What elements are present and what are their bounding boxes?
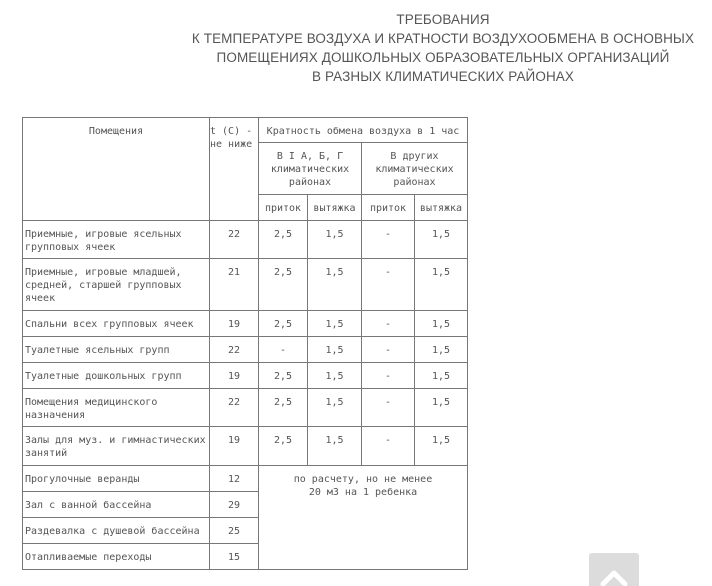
room-cell: Помещения медицинского назначения [23,389,210,427]
table-row [23,363,468,389]
inflow-cell: - [259,337,308,363]
inflow-cell: 2,5 [259,363,308,389]
header-room: Помещения [23,118,210,221]
requirements-table [22,117,468,570]
table-row [23,337,468,363]
room-cell: Туалетные ясельных групп [23,337,210,363]
temp-cell: 22 [210,221,259,259]
table-row [23,427,468,466]
exhaust-cell: 1,5 [415,221,468,259]
header-exhaust-2: вытяжка [415,195,468,221]
exhaust-cell: 1,5 [308,363,362,389]
temp-cell: 19 [210,427,259,466]
page-title [170,10,712,86]
title-line-1: ТРЕБОВАНИЯ [396,12,490,27]
inflow-cell: 2,5 [259,389,308,427]
temp-cell: 15 [210,544,259,570]
title-line-2: К ТЕМПЕРАТУРЕ ВОЗДУХА И КРАТНОСТИ ВОЗДУХООБМЕНА В ОСНОВНЫХ [191,31,695,46]
exhaust-cell: 1,5 [308,311,362,337]
exhaust-cell: 1,5 [308,427,362,466]
room-cell: Зал с ванной бассейна [23,492,210,518]
inflow-cell: - [362,427,415,466]
exhaust-cell: 1,5 [415,389,468,427]
inflow-cell: - [362,259,415,311]
inflow-cell: - [362,221,415,259]
chevron-up-icon [600,569,628,586]
exhaust-cell: 1,5 [415,427,468,466]
room-cell: Отапливаемые переходы [23,544,210,570]
title-line-3: ПОМЕЩЕНИЯХ ДОШКОЛЬНЫХ ОБРАЗОВАТЕЛЬНЫХ ОРГАНИЗАЦИЙ [216,50,670,65]
header-inflow-1: приток [259,195,308,221]
inflow-cell: 2,5 [259,311,308,337]
header-exhaust-1: вытяжка [308,195,362,221]
temp-cell: 29 [210,492,259,518]
exhaust-cell: 1,5 [308,337,362,363]
table-row [23,259,468,311]
header-exchange: Кратность обмена воздуха в 1 час [259,118,468,143]
exhaust-cell: 1,5 [308,221,362,259]
exhaust-cell: 1,5 [308,259,362,311]
inflow-cell: - [362,363,415,389]
header-inflow-2: приток [362,195,415,221]
inflow-cell: - [362,337,415,363]
exhaust-cell: 1,5 [415,363,468,389]
title-line-4: В РАЗНЫХ КЛИМАТИЧЕСКИХ РАЙОНАХ [311,69,575,84]
inflow-cell: - [362,389,415,427]
temp-cell: 21 [210,259,259,311]
inflow-cell: 2,5 [259,221,308,259]
inflow-cell: 2,5 [259,259,308,311]
merged-note-cell: по расчету, но не менее 20 м3 на 1 ребенка [259,466,468,570]
room-cell: Приемные, игровые младшей, средней, старшей групповых ячеек [23,259,210,311]
room-cell: Залы для муз. и гимнастических занятий [23,427,210,466]
header-temp: t (С) - не ниже [210,118,259,221]
header-zones-other: В других климатических районах [362,143,468,195]
exhaust-cell: 1,5 [415,337,468,363]
table-row [23,389,468,427]
header-zones-abvg: В I А, Б, Г климатических районах [259,143,362,195]
temp-cell: 22 [210,389,259,427]
room-cell: Прогулочные веранды [23,466,210,492]
room-cell: Приемные, игровые ясельных групповых ячеек [23,221,210,259]
temp-cell: 12 [210,466,259,492]
inflow-cell: - [362,311,415,337]
exhaust-cell: 1,5 [308,389,362,427]
room-cell: Раздевалка с душевой бассейна [23,518,210,544]
inflow-cell: 2,5 [259,427,308,466]
room-cell: Туалетные дошкольных групп [23,363,210,389]
table-row [23,221,468,259]
table-row [23,466,468,492]
exhaust-cell: 1,5 [415,311,468,337]
room-cell: Спальни всех групповых ячеек [23,311,210,337]
table-row [23,311,468,337]
exhaust-cell: 1,5 [415,259,468,311]
temp-cell: 22 [210,337,259,363]
temp-cell: 19 [210,311,259,337]
scroll-to-top-button[interactable] [589,553,639,586]
temp-cell: 25 [210,518,259,544]
temp-cell: 19 [210,363,259,389]
